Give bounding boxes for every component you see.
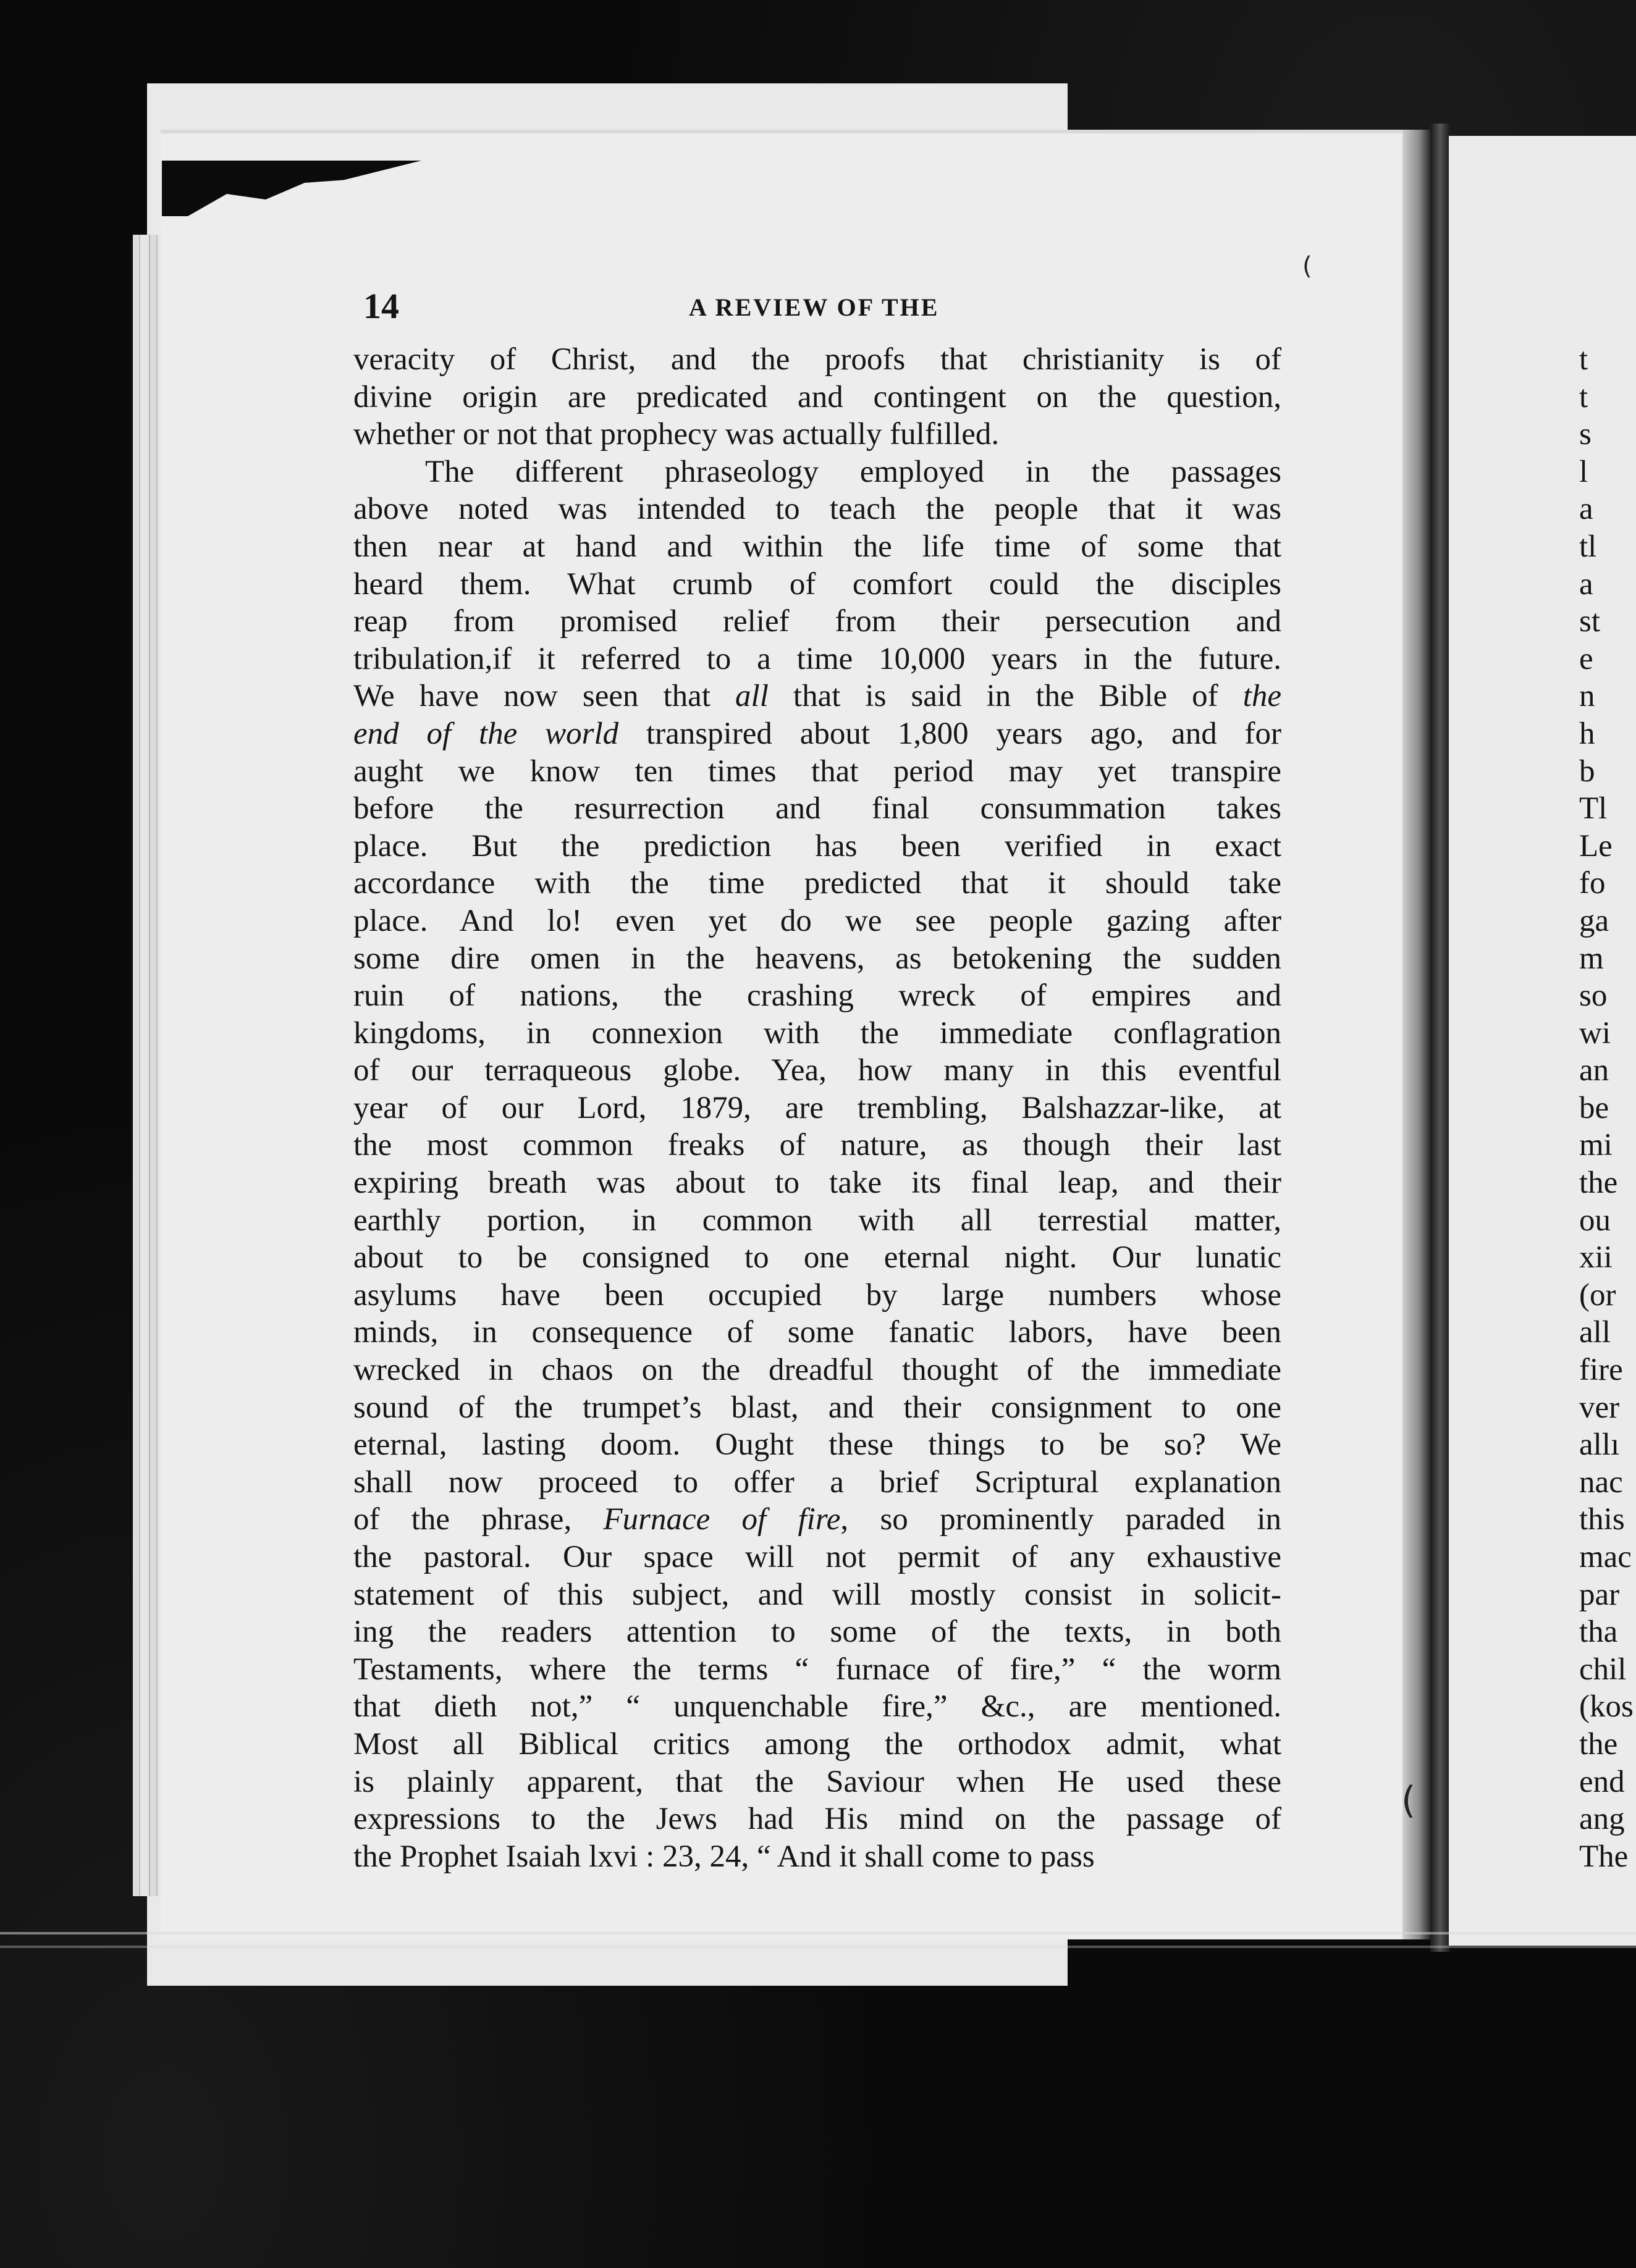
text-line	[353, 977, 1281, 1015]
text-segment: earthly portion, in common with all terrestial matter,	[353, 1203, 1281, 1238]
facing-page-fragment: xii	[1579, 1240, 1613, 1275]
text-segment: eternal, lasting doom. Ought these things to be so? We	[353, 1427, 1281, 1463]
text-line	[353, 566, 1281, 603]
facing-page-fragment: h	[1579, 716, 1595, 751]
text-segment: accordance with the time predicted that it should take	[353, 866, 1281, 901]
facing-page-fragment: The	[1579, 1839, 1629, 1874]
facing-page-fragment: this	[1579, 1502, 1625, 1537]
facing-page-fragment: nac	[1579, 1464, 1623, 1500]
facing-page-fragment: tl	[1579, 529, 1597, 564]
text-segment: divine origin are predicated and contingent on the question,	[353, 379, 1281, 414]
text-line	[353, 1651, 1281, 1689]
facing-page-fragment: (or	[1579, 1277, 1616, 1312]
text-line	[353, 603, 1281, 640]
facing-page-fragment: mac	[1579, 1540, 1632, 1574]
text-segment: the Prophet Isaiah lxvi : 23, 24, “ And it shall come to pass	[353, 1839, 1095, 1874]
facing-page-fragment: mi	[1579, 1128, 1613, 1163]
book-spine	[1430, 124, 1450, 1952]
facing-page-fragment: fire	[1579, 1353, 1623, 1388]
italic-text: all	[735, 679, 769, 714]
text-segment: ruin of nations, the crashing wreck of empires and	[353, 978, 1281, 1014]
text-segment: Most all Biblical critics among the orthodox admit, what	[353, 1726, 1281, 1762]
scan-artifact-line	[0, 1932, 1636, 1934]
facing-page-fragment: ou	[1579, 1203, 1611, 1238]
text-segment: before the resurrection and final consummation takes	[353, 791, 1281, 826]
facing-page-fragment: a	[1579, 492, 1593, 527]
text-segment: aught we know ten times that period may yet transpire	[353, 754, 1281, 789]
text-line	[353, 902, 1281, 940]
facing-page-fragment: a	[1579, 566, 1593, 602]
facing-page-fragment: chil	[1579, 1652, 1627, 1687]
facing-page-fragment: all	[1579, 1315, 1611, 1350]
facing-page-fragment: ang	[1579, 1802, 1625, 1837]
facing-page-fragment: l	[1579, 454, 1588, 489]
text-line	[353, 1127, 1281, 1164]
text-line	[353, 1464, 1281, 1502]
text-segment: asylums have been occupied by large numbers whose	[353, 1277, 1281, 1312]
text-line	[353, 416, 1281, 453]
text-line	[353, 1090, 1281, 1127]
text-segment: place. And lo! even yet do we see people gazing after	[353, 903, 1281, 938]
facing-page-fragment: so	[1579, 978, 1608, 1014]
text-segment: wrecked in chaos on the dreadful thought of the immediate	[353, 1353, 1281, 1388]
text-line	[353, 790, 1281, 828]
text-line	[353, 1239, 1281, 1277]
text-line	[353, 1800, 1281, 1838]
facing-page-fragment: an	[1579, 1053, 1609, 1088]
text-segment: expiring breath was about to take its final leap, and their	[353, 1166, 1281, 1201]
facing-page-fragment: m	[1579, 941, 1604, 976]
text-segment: Testaments, where the terms “ furnace of fire,” “ the worm	[353, 1652, 1281, 1687]
text-segment: place. But the prediction has been verified in exact	[353, 828, 1281, 863]
facing-page-fragment: Le	[1579, 828, 1613, 863]
text-segment: minds, in consequence of some fanatic labors, have been	[353, 1315, 1281, 1350]
text-segment: about to be consigned to one eternal night. Our lunatic	[353, 1240, 1281, 1275]
page-gutter-shadow	[1402, 130, 1430, 1939]
text-line	[353, 678, 1281, 715]
page-body-text	[353, 341, 1281, 1875]
text-line	[353, 715, 1281, 753]
text-line	[353, 828, 1281, 865]
text-line	[353, 379, 1281, 416]
facing-page-fragment: the	[1579, 1726, 1618, 1762]
text-line	[353, 1576, 1281, 1614]
text-line	[353, 1426, 1281, 1464]
facing-page-fragment: ga	[1579, 903, 1609, 938]
text-line	[353, 1726, 1281, 1763]
text-line	[353, 1314, 1281, 1351]
text-line	[353, 453, 1281, 491]
text-line	[353, 1501, 1281, 1539]
facing-page-fragment: the	[1579, 1166, 1618, 1201]
facing-page-fragment: b	[1579, 754, 1595, 789]
text-line	[353, 341, 1281, 379]
text-segment: is plainly apparent, that the Saviour when He used these	[353, 1764, 1281, 1799]
scan-artifact-line	[0, 1946, 1636, 1948]
text-line	[353, 1838, 1281, 1876]
text-segment: tribulation,if it referred to a time 10,000 years in the future.	[353, 641, 1281, 676]
text-segment: shall now proceed to offer a brief Scriptural explanation	[353, 1464, 1281, 1500]
text-segment: year of our Lord, 1879, are trembling, Balshazzar-like, at	[353, 1090, 1281, 1125]
facing-page-fragment: par	[1579, 1577, 1620, 1612]
italic-text: the	[1242, 679, 1281, 714]
italic-text: end of the world	[353, 716, 619, 751]
text-line	[353, 1164, 1281, 1202]
text-segment: some dire omen in the heavens, as betokening the sudden	[353, 941, 1281, 976]
text-line	[353, 1763, 1281, 1801]
text-segment: veracity of Christ, and the proofs that christianity is of	[353, 342, 1281, 377]
speck: (	[1401, 1779, 1416, 1822]
text-segment: then near at hand and within the life time of some that	[353, 529, 1281, 564]
facing-page-fragment: wi	[1579, 1015, 1611, 1051]
text-line	[353, 640, 1281, 678]
facing-page-fragment: s	[1579, 417, 1592, 452]
facing-page-fragment: ver	[1579, 1390, 1620, 1425]
page-number: 14	[363, 286, 399, 326]
text-line	[353, 1015, 1281, 1052]
text-segment: that dieth not,” “ unquenchable fire,” &c., are mentioned.	[353, 1689, 1281, 1724]
text-segment: transpired about 1,800 years ago, and for	[618, 716, 1281, 751]
text-segment: of the phrase,	[353, 1502, 604, 1537]
facing-page-fragment: allı	[1579, 1427, 1620, 1463]
text-segment: reap from promised relief from their persecution and	[353, 604, 1281, 639]
text-line	[353, 940, 1281, 978]
text-line	[353, 1389, 1281, 1427]
text-segment: whether or not that prophecy was actually fulfilled.	[353, 417, 1000, 452]
text-line	[353, 528, 1281, 566]
text-segment: sound of the trumpet’s blast, and their consignment to one	[353, 1390, 1281, 1425]
facing-page-fragment: (kos	[1579, 1689, 1634, 1724]
text-line	[353, 1202, 1281, 1240]
running-head: A REVIEW OF THE	[689, 293, 940, 321]
text-line	[353, 1688, 1281, 1726]
text-segment: the most common freaks of nature, as though their last	[353, 1128, 1281, 1163]
text-segment: We have now seen that	[353, 679, 736, 714]
text-segment: The different phraseology employed in the passages	[425, 454, 1281, 489]
text-segment: , so prominently paraded in	[840, 1502, 1281, 1537]
speck: (	[1302, 252, 1312, 280]
facing-page-fragment: t	[1579, 379, 1588, 414]
facing-page-fragment: end	[1579, 1764, 1625, 1799]
facing-page-fragment: e	[1579, 641, 1593, 676]
facing-page-fragment: Tl	[1579, 791, 1608, 826]
text-segment: kingdoms, in connexion with the immediate conflagration	[353, 1015, 1281, 1051]
text-segment: expressions to the Jews had His mind on the passage of	[353, 1802, 1281, 1837]
text-segment: above noted was intended to teach the people that it was	[353, 492, 1281, 527]
text-line	[353, 865, 1281, 902]
text-segment: ing the readers attention to some of the texts, in both	[353, 1615, 1281, 1650]
text-line	[353, 490, 1281, 528]
text-line	[353, 1277, 1281, 1314]
text-line	[353, 1052, 1281, 1090]
text-segment: that is said in the Bible of	[768, 679, 1243, 714]
text-line	[353, 753, 1281, 791]
text-line	[353, 1351, 1281, 1389]
text-segment: statement of this subject, and will mostly consist in solicit-	[353, 1577, 1281, 1612]
text-line	[353, 1613, 1281, 1651]
facing-page-fragment: be	[1579, 1090, 1609, 1125]
facing-page-text	[1579, 341, 1636, 1875]
text-segment: heard them. What crumb of comfort could the disciples	[353, 566, 1281, 602]
text-segment: of our terraqueous globe. Yea, how many in this eventful	[353, 1053, 1281, 1088]
facing-page-fragment: n	[1579, 679, 1595, 714]
facing-page-fragment: st	[1579, 604, 1601, 639]
text-segment: the pastoral. Our space will not permit of any exhaustive	[353, 1540, 1281, 1574]
text-line	[353, 1539, 1281, 1576]
facing-page-fragment: tha	[1579, 1615, 1618, 1650]
facing-page-fragment: fo	[1579, 866, 1606, 901]
facing-page-fragment: t	[1579, 342, 1588, 377]
italic-text: Furnace of fire	[603, 1502, 841, 1537]
